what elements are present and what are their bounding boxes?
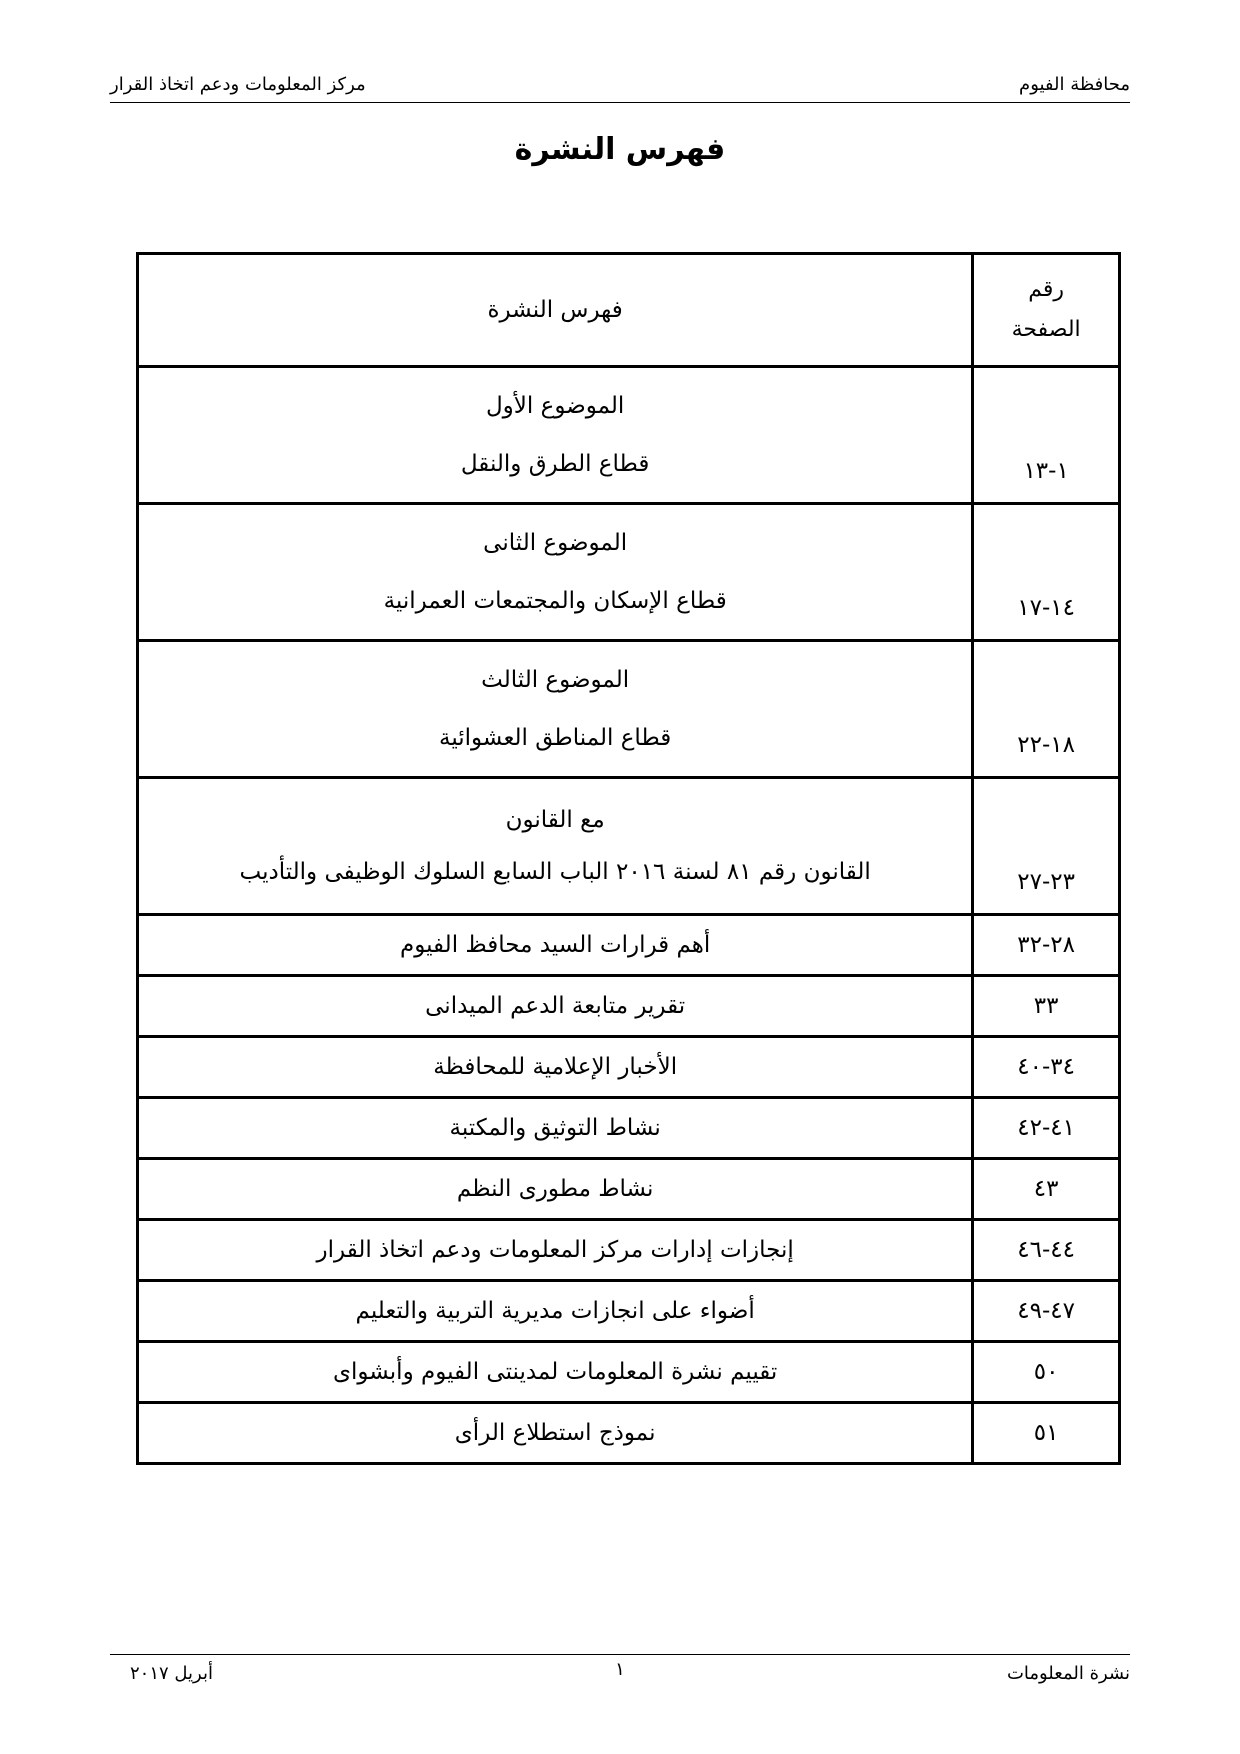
toc-row — [138, 915, 1120, 976]
toc-row-pages: ٥١ — [973, 1403, 1120, 1464]
toc-row-title: الموضوع الثالث — [481, 667, 630, 693]
page-footer — [110, 1654, 1130, 1695]
toc-row-title: نشاط مطورى النظم — [138, 1159, 973, 1220]
toc-row-title: الأخبار الإعلامية للمحافظة — [138, 1037, 973, 1098]
page-title: فهرس النشرة — [514, 132, 726, 167]
footer-publication-name: نشرة المعلومات — [1006, 1663, 1130, 1684]
toc-row-title: نموذج استطلاع الرأى — [138, 1403, 973, 1464]
header-center-name: مركز المعلومات ودعم اتخاذ القرار — [110, 74, 366, 95]
toc-row-title: إنجازات إدارات مركز المعلومات ودعم اتخاذ القرار — [138, 1220, 973, 1281]
toc-row-pages: ٥٠ — [973, 1342, 1120, 1403]
toc-row-pages: ٤٤-٤٦ — [973, 1220, 1120, 1281]
toc-row-pages: ١٤-١٧ — [973, 504, 1120, 641]
toc-row — [138, 976, 1120, 1037]
toc-row-title: أضواء على انجازات مديرية التربية والتعليم — [138, 1281, 973, 1342]
toc-row-content — [138, 778, 973, 915]
page-header — [110, 72, 1130, 103]
toc-row-pages: ٤١-٤٢ — [973, 1098, 1120, 1159]
toc-row — [138, 1281, 1120, 1342]
toc-header-pages — [973, 254, 1120, 367]
toc-row-subtitle: قطاع الإسكان والمجتمعات العمرانية — [383, 588, 727, 614]
toc-row-pages: ٣٤-٤٠ — [973, 1037, 1120, 1098]
toc-row-pages: ٤٧-٤٩ — [973, 1281, 1120, 1342]
toc-row — [138, 1403, 1120, 1464]
toc-row — [138, 1342, 1120, 1403]
toc-row-content — [138, 504, 973, 641]
toc-row-title: تقرير متابعة الدعم الميدانى — [138, 976, 973, 1037]
toc-header-pages-line2: الصفحة — [1011, 317, 1081, 342]
toc-row-subtitle: قطاع الطرق والنقل — [460, 451, 650, 477]
toc-row-subtitle: قطاع المناطق العشوائية — [438, 725, 672, 751]
toc-row-pages: ٢٨-٣٢ — [973, 915, 1120, 976]
footer-page-number: ١ — [615, 1659, 625, 1680]
toc-row — [138, 1159, 1120, 1220]
toc-row — [138, 778, 1120, 915]
toc-row-title: الموضوع الثانى — [483, 530, 628, 556]
toc-header-pages-line1: رقم — [1028, 277, 1065, 302]
toc-row-pages: ٤٣ — [973, 1159, 1120, 1220]
toc-header-row — [138, 254, 1120, 367]
toc-row — [138, 504, 1120, 641]
toc-row-pages: ١-١٣ — [973, 367, 1120, 504]
toc-row — [138, 1220, 1120, 1281]
toc-row-title: الموضوع الأول — [485, 393, 625, 419]
toc-table — [136, 252, 1121, 1465]
toc-row — [138, 1037, 1120, 1098]
toc-row-content — [138, 367, 973, 504]
toc-row-pages: ١٨-٢٢ — [973, 641, 1120, 778]
toc-row-pages: ٢٣-٢٧ — [973, 778, 1120, 915]
toc-row-title: تقييم نشرة المعلومات لمدينتى الفيوم وأبشواى — [138, 1342, 973, 1403]
toc-row-title: مع القانون — [505, 807, 605, 833]
toc-row-title: نشاط التوثيق والمكتبة — [138, 1098, 973, 1159]
footer-date: أبريل ٢٠١٧ — [130, 1663, 213, 1684]
toc-header-content: فهرس النشرة — [138, 254, 973, 367]
toc-row-title: أهم قرارات السيد محافظ الفيوم — [138, 915, 973, 976]
toc-row-pages: ٣٣ — [973, 976, 1120, 1037]
toc-row-content — [138, 641, 973, 778]
header-governorate: محافظة الفيوم — [1019, 74, 1130, 95]
toc-row — [138, 367, 1120, 504]
toc-row-subtitle: القانون رقم ٨١ لسنة ٢٠١٦ الباب السابع السلوك الوظيفى والتأديب — [239, 859, 871, 885]
toc-row — [138, 641, 1120, 778]
toc-row — [138, 1098, 1120, 1159]
